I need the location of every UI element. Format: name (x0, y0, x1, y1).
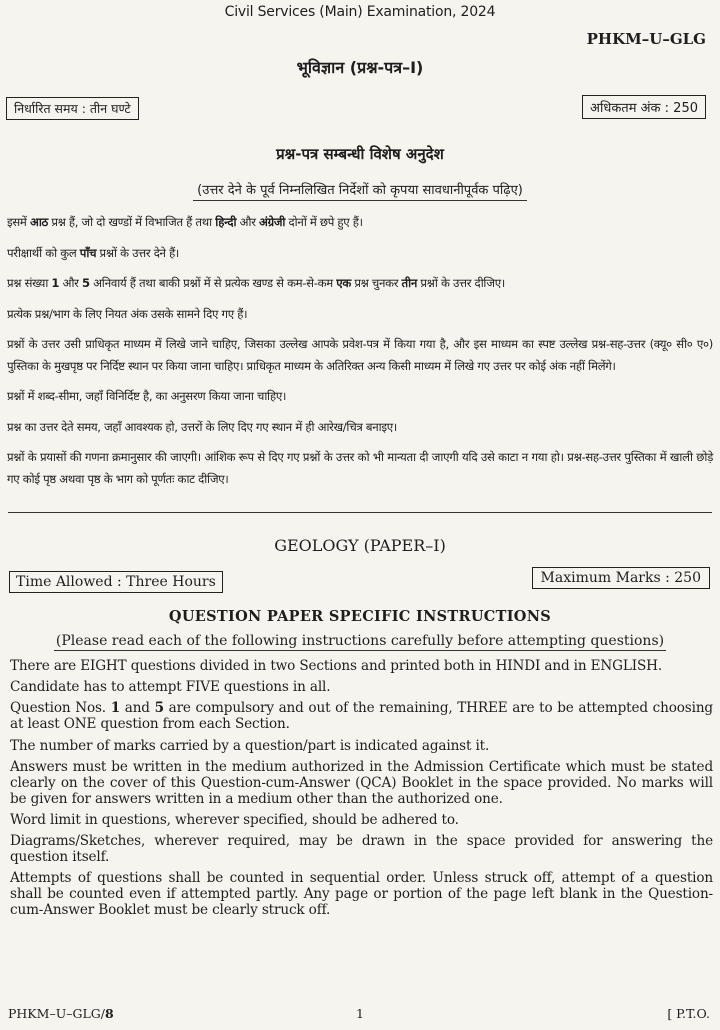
hindi-instructions-list (7, 212, 713, 499)
english-instruction-8: Attempts of questions shall be counted in sequential order. Unless struck off, attempt of a question shall be counted even if attempted partly. Any page or portion of the page left blank in the Question-cum-Answer Booklet must be clearly struck off. (10, 870, 713, 919)
hindi-instruction-4: प्रत्येक प्रश्न/भाग के लिए नियत अंक उसके सामने दिए गए हैं। (7, 306, 248, 321)
section-divider (8, 512, 712, 513)
english-instructions-subheading (0, 633, 720, 649)
english-instruction-7: Diagrams/Sketches, wherever required, may be drawn in the space provided for answering the question itself. (10, 833, 713, 866)
english-instruction-2: Candidate has to attempt FIVE questions in all. (10, 679, 331, 696)
english-instruction-4: The number of marks carried by a question/part is indicated against it. (10, 737, 490, 754)
hindi-instruction-1: इसमें आठ प्रश्न हैं, जो दो खण्डों में विभाजित हैं तथा हिन्दी और अंग्रेजी दोनों में छपे हुए हैं। (7, 215, 363, 229)
hindi-subheading-text: (उत्तर देने के पूर्व निम्नलिखित निर्देशों को कृपया सावधानीपूर्वक पढ़िए) (193, 183, 527, 201)
hindi-instruction-3: प्रश्न संख्या 1 और 5 अनिवार्य हैं तथा बाकी प्रश्नों में से प्रत्येक खण्ड से कम-से-कम एक प्रश्न चुनकर तीन प्रश्नों के उत्तर दीजिए। (7, 276, 505, 290)
hindi-instruction-6: प्रश्नों में शब्द-सीमा, जहाँ विनिर्दिष्ट है, का अनुसरण किया जाना चाहिए। (7, 389, 287, 403)
hindi-instruction-2: परीक्षार्थी को कुल पाँच प्रश्नों के उत्तर देने हैं। (7, 245, 180, 260)
hindi-max-marks: अधिकतम अंक : 250 (582, 95, 706, 119)
hindi-instructions-subheading (0, 180, 720, 198)
exam-title: Civil Services (Main) Examination, 2024 (224, 4, 496, 20)
hindi-instruction-7: प्रश्न का उत्तर देते समय, जहाँ आवश्यक हो, उत्तरों के लिए दिए गए स्थान में ही आरेख/चित्र बनाइए। (7, 419, 397, 434)
paper-code: PHKM–U–GLG (586, 30, 706, 48)
english-instruction-1: There are EIGHT questions divided in two Sections and printed both in HINDI and in ENGLISH. (10, 658, 662, 674)
english-subheading-text: (Please read each of the following instructions carefully before attempting questions) (55, 633, 665, 649)
english-instructions-heading: QUESTION PAPER SPECIFIC INSTRUCTIONS (168, 608, 552, 625)
hindi-subject-title: भूविज्ञान (प्रश्न-पत्र–I) (296, 58, 424, 77)
english-instruction-5: Answers must be written in the medium authorized in the Admission Certificate which must be stated clearly on the cover of this Question-cum-Answer (QCA) Booklet in the space provided. No marks will be given for answers written in a medium other than the authorized one. (10, 758, 713, 807)
hindi-instruction-5: प्रश्नों के उत्तर उसी प्राधिकृत माध्यम में लिखे जाने चाहिए, जिसका उल्लेख आपके प्रवेश-पत्र में किया गया है, और इस माध्यम का स्पष्ट उल्लेख प्रश्न-सह-उत्तर (क्यू० सी० ए०) पुस्तिका के मुखपृष्ठ पर निर्दिष्ट स्थान पर किया जाना चाहिए। प्राधिकृत माध्यम के अतिरिक्त अन्य किसी माध्यम में लिखे गए उत्तर पर कोई अंक नहीं मिलेंगे। (7, 337, 713, 373)
english-instructions-list (10, 658, 713, 924)
pto-label: [ P.T.O. (667, 1006, 710, 1021)
english-instruction-6: Word limit in questions, wherever specified, should be adhered to. (10, 811, 459, 828)
english-max-marks: Maximum Marks : 250 (532, 567, 710, 589)
hindi-instructions-heading: प्रश्न-पत्र सम्बन्धी विशेष अनुदेश (276, 145, 444, 163)
page-number: 1 (356, 1006, 364, 1021)
english-subject-title: GEOLOGY (PAPER–I) (274, 536, 446, 555)
english-instruction-3: Question Nos. 1 and 5 are compulsory and out of the remaining, THREE are to be attempted choosing at least ONE question from each Section. (10, 700, 713, 733)
english-time-allowed: Time Allowed : Three Hours (9, 571, 223, 593)
hindi-instruction-8: प्रश्नों के प्रयासों की गणना क्रमानुसार की जाएगी। आंशिक रूप से दिए गए प्रश्नों के उत्तर को भी मान्यता दी जाएगी यदि उसे काटा न गया हो। प्रश्न-सह-उत्तर पुस्तिका में खाली छोड़े गए कोई पृष्ठ अथवा पृष्ठ के भाग को पूर्णतः काट दीजिए। (7, 450, 713, 486)
hindi-time-allowed: निर्धारित समय : तीन घण्टे (6, 97, 139, 120)
footer-paper-code: PHKM–U–GLG/8 (8, 1006, 114, 1021)
